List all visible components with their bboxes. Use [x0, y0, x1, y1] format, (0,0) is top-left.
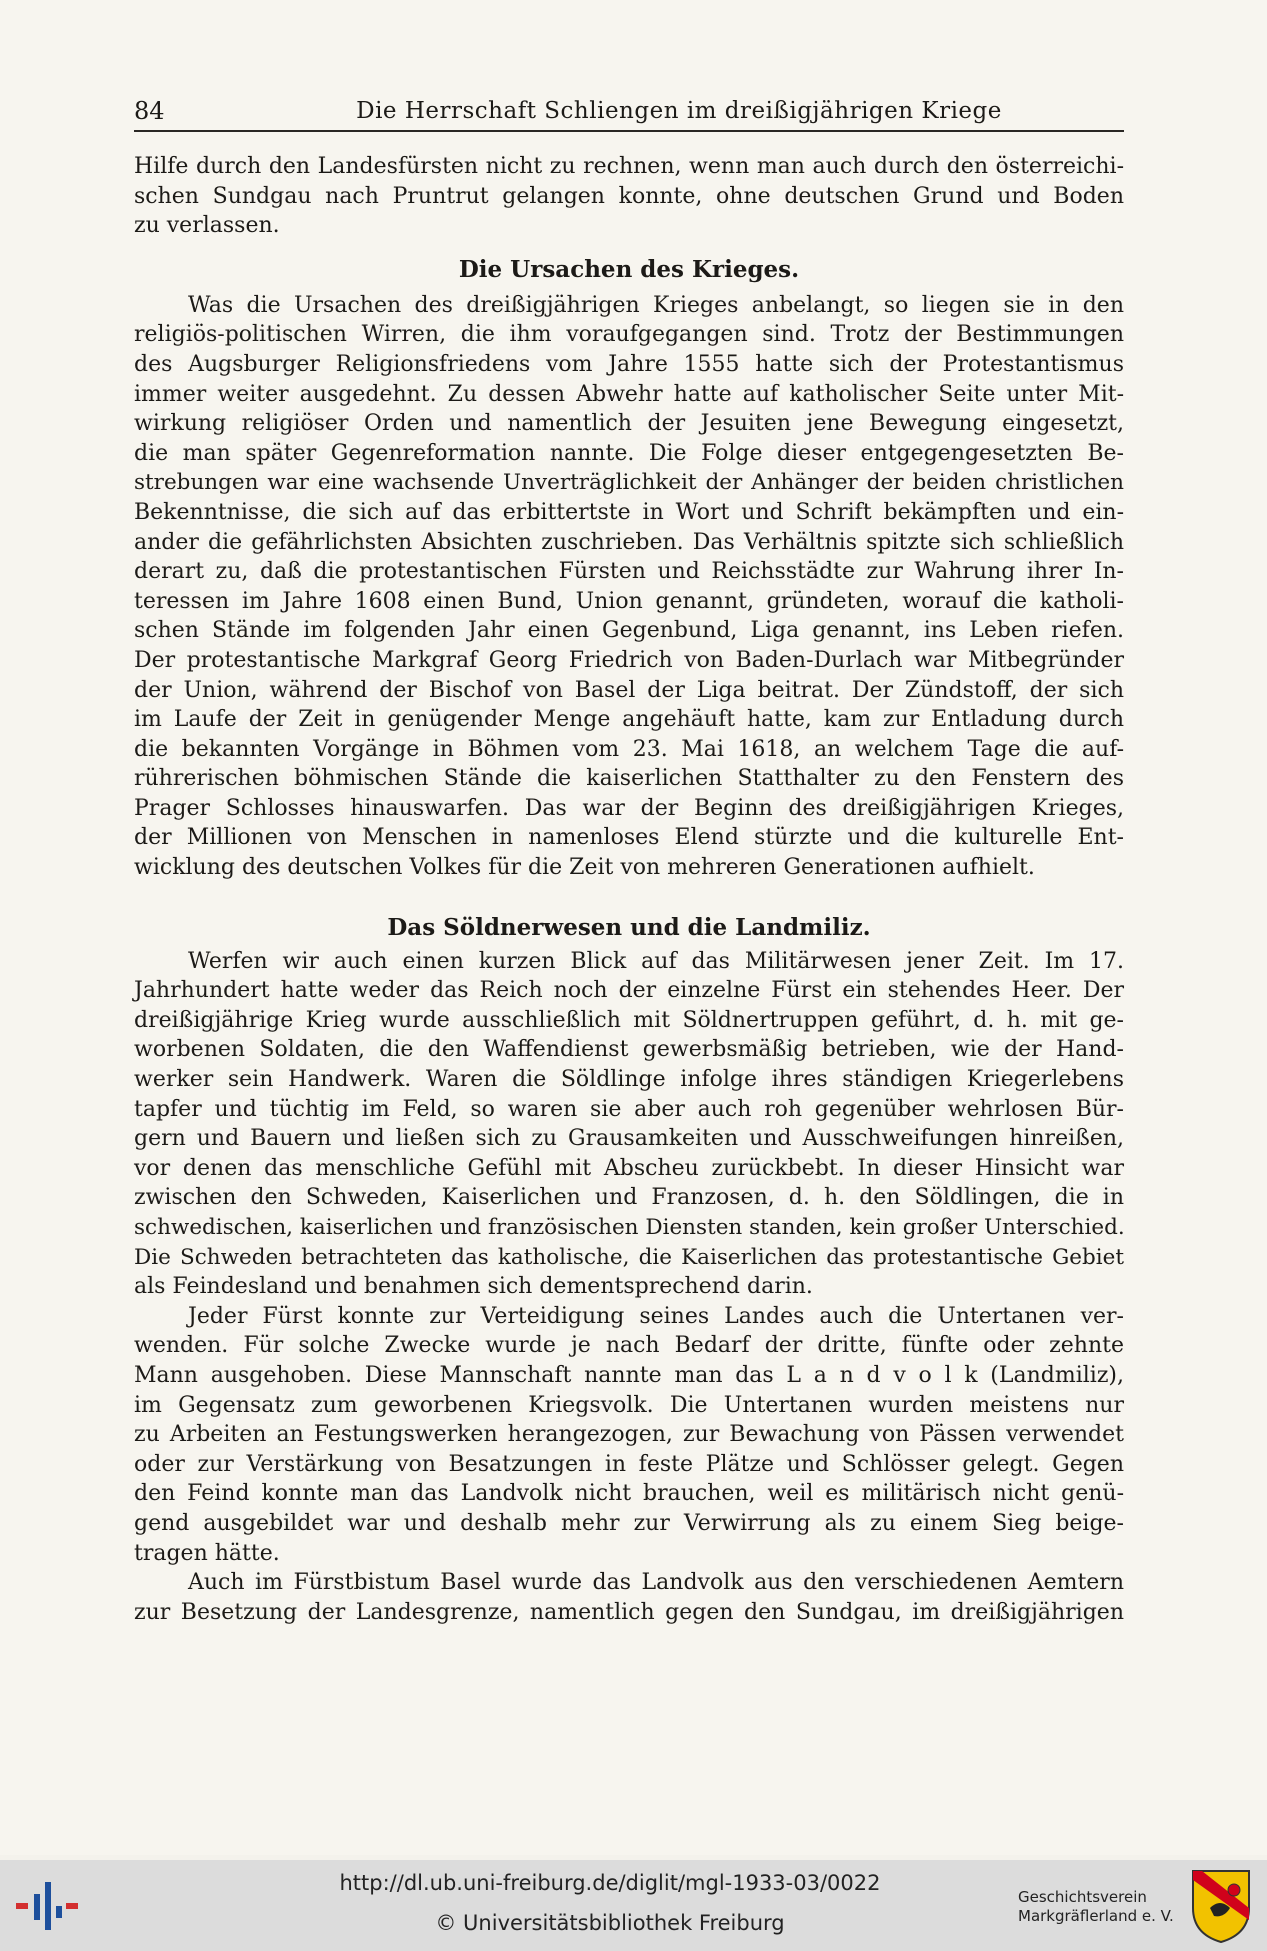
ub-freiburg-logo-icon[interactable]	[14, 1876, 80, 1936]
text-line: zwischen den Schweden, Kaiserlichen und Franzosen, d. h. den Söldlingen, die in	[134, 1185, 1124, 1211]
paragraph	[134, 1568, 1124, 1627]
text-line: worbenen Soldaten, die den Waffendienst gewerbsmäßig betrieben, wie der Hand-	[134, 1037, 1124, 1063]
running-title: Die Herrschaft Schliengen im dreißigjährigen Kriege	[356, 98, 1002, 124]
society-name-line1: Geschichtsverein	[1018, 1888, 1147, 1906]
text-line: gern und Bauern und ließen sich zu Grausamkeiten und Ausschweifungen hinreißen,	[134, 1126, 1124, 1152]
text-line: Hilfe durch den Landesfürsten nicht zu rechnen, wenn man auch durch den österreichi-	[134, 154, 1124, 179]
society-name	[1018, 1888, 1188, 1926]
text-line: zu verlassen.	[134, 213, 280, 239]
page-number: 84	[134, 97, 165, 125]
text-line: dreißigjährige Krieg wurde ausschließlich mit Söldnertruppen geführt, d. h. mit ge-	[134, 1007, 1124, 1033]
page-body	[134, 152, 1124, 1627]
text-line: des Augsburger Religionsfriedens vom Jahre 1555 hatte sich der Protestantismus	[134, 351, 1124, 377]
text-line: die man später Gegenreformation nannte. Die Folge dieser entgegengesetzten Be-	[134, 440, 1124, 466]
text-line: wenden. Für solche Zwecke wurde je nach Bedarf der dritte, fünfte oder zehnte	[134, 1333, 1124, 1359]
text-line: rührerischen böhmischen Stände die kaiserlichen Statthalter zu den Fenstern des	[134, 766, 1124, 792]
paragraph	[134, 152, 1124, 241]
text-line: ander die gefährlichsten Absichten zuschrieben. Das Verhältnis spitzte sich schließlich	[134, 529, 1124, 555]
text-line: der Millionen von Menschen in namenloses Elend stürzte und die kulturelle Ent-	[134, 825, 1124, 851]
text-line: immer weiter ausgedehnt. Zu dessen Abwehr hatte auf katholischer Seite unter Mit-	[134, 381, 1124, 407]
text-line: Werfen wir auch einen kurzen Blick auf das Militärwesen jener Zeit. Im 17.	[188, 948, 1124, 974]
text-line: tapfer und tüchtig im Feld, so waren sie aber auch roh gegenüber wehrlosen Bür-	[134, 1096, 1124, 1122]
text-line: tragen hätte.	[134, 1540, 280, 1566]
section-heading: Das Söldnerwesen und die Landmiliz.	[387, 913, 871, 941]
text-line: zur Besetzung der Landesgrenze, namentlich gegen den Sundgau, im dreißigjährigen	[134, 1599, 1124, 1625]
text-line: als Feindesland und benahmen sich dementsprechend darin.	[134, 1274, 813, 1300]
text-line: Mann ausgehoben. Diese Mannschaft nannte man das L a n d v o l k (Landmiliz),	[134, 1362, 1124, 1388]
permalink-url[interactable]: http://dl.ub.uni-freiburg.de/diglit/mgl-1933-03/0022	[339, 1871, 881, 1895]
text-line: Jahrhundert hatte weder das Reich noch der einzelne Fürst ein stehendes Heer. Der	[134, 978, 1124, 1004]
text-line: die bekannten Vorgänge in Böhmen vom 23. Mai 1618, an welchem Tage die auf-	[134, 736, 1124, 762]
text-line: wicklung des deutschen Volkes für die Zeit von mehreren Generationen aufhielt.	[134, 855, 1035, 881]
text-line: werker sein Handwerk. Waren die Söldlinge infolge ihres ständigen Kriegerlebens	[134, 1067, 1124, 1093]
paragraph	[134, 1302, 1124, 1568]
text-line: oder zur Verstärkung von Besatzungen in feste Plätze und Schlösser gelegt. Gegen	[134, 1451, 1124, 1477]
text-line: schen Stände im folgenden Jahr einen Gegenbund, Liga genannt, ins Leben riefen.	[134, 618, 1124, 644]
copyright-notice: © Universitätsbibliothek Freiburg	[435, 1911, 785, 1935]
text-line: derart zu, daß die protestantischen Fürsten und Reichsstädte zur Wahrung ihrer In-	[134, 559, 1124, 585]
text-line: Die Schweden betrachteten das katholische, die Kaiserlichen das protestantische Gebiet	[134, 1244, 1124, 1270]
text-line: zu Arbeiten an Festungswerken herangezogen, zur Bewachung von Pässen verwendet	[134, 1422, 1124, 1448]
text-line: schen Sundgau nach Pruntrut gelangen konnte, ohne deutschen Grund und Boden	[134, 183, 1124, 209]
text-line: Bekenntnisse, die sich auf das erbittertste in Wort und Schrift bekämpften und ein-	[134, 499, 1124, 525]
text-line: Prager Schlosses hinauswarfen. Das war der Beginn des dreißigjährigen Krieges,	[134, 795, 1124, 821]
text-line: gend ausgebildet war und deshalb mehr zur Verwirrung als zu einem Sieg beige-	[134, 1510, 1124, 1536]
text-line: Der protestantische Markgraf Georg Friedrich von Baden-Durlach war Mitbegründer	[134, 647, 1124, 673]
text-line: Jeder Fürst konnte zur Verteidigung seines Landes auch die Untertanen ver-	[188, 1303, 1124, 1329]
paragraph	[134, 291, 1124, 883]
text-line: vor denen das menschliche Gefühl mit Abscheu zurückbebt. In dieser Hinsicht war	[134, 1155, 1124, 1181]
society-name-line2: Markgräflerland e. V.	[1018, 1907, 1174, 1925]
text-line: strebungen war eine wachsende Unverträglichkeit der Anhänger der beiden christlichen	[134, 470, 1124, 496]
text-line: Was die Ursachen des dreißigjährigen Krieges anbelangt, so liegen sie in den	[188, 292, 1124, 318]
text-line: religiös-politischen Wirren, die ihm voraufgegangen sind. Trotz der Bestimmungen	[134, 322, 1124, 348]
section-heading: Die Ursachen des Krieges.	[458, 255, 800, 283]
viewer-footer	[0, 1860, 1267, 1951]
page-header	[134, 96, 1124, 132]
text-line: teressen im Jahre 1608 einen Bund, Union genannt, gründeten, worauf die katholi-	[134, 588, 1124, 614]
text-line: im Laufe der Zeit in genügender Menge angehäuft hatte, kam zur Entladung durch	[134, 707, 1124, 733]
coat-of-arms-icon	[1190, 1868, 1252, 1944]
text-line: den Feind konnte man das Landvolk nicht brauchen, weil es militärisch nicht genü-	[134, 1481, 1124, 1507]
text-line: im Gegensatz zum geworbenen Kriegsvolk. Die Untertanen wurden meistens nur	[134, 1392, 1124, 1418]
text-line: der Union, während der Bischof von Basel der Liga beitrat. Der Zündstoff, der sich	[134, 677, 1124, 703]
text-line: Auch im Fürstbistum Basel wurde das Landvolk aus den verschiedenen Aemtern	[188, 1570, 1124, 1596]
paragraph	[134, 947, 1124, 1302]
text-line: schwedischen, kaiserlichen und französischen Diensten standen, kein großer Unterschied.	[134, 1215, 1125, 1240]
text-line: wirkung religiöser Orden und namentlich der Jesuiten jene Bewegung eingesetzt,	[134, 411, 1124, 437]
